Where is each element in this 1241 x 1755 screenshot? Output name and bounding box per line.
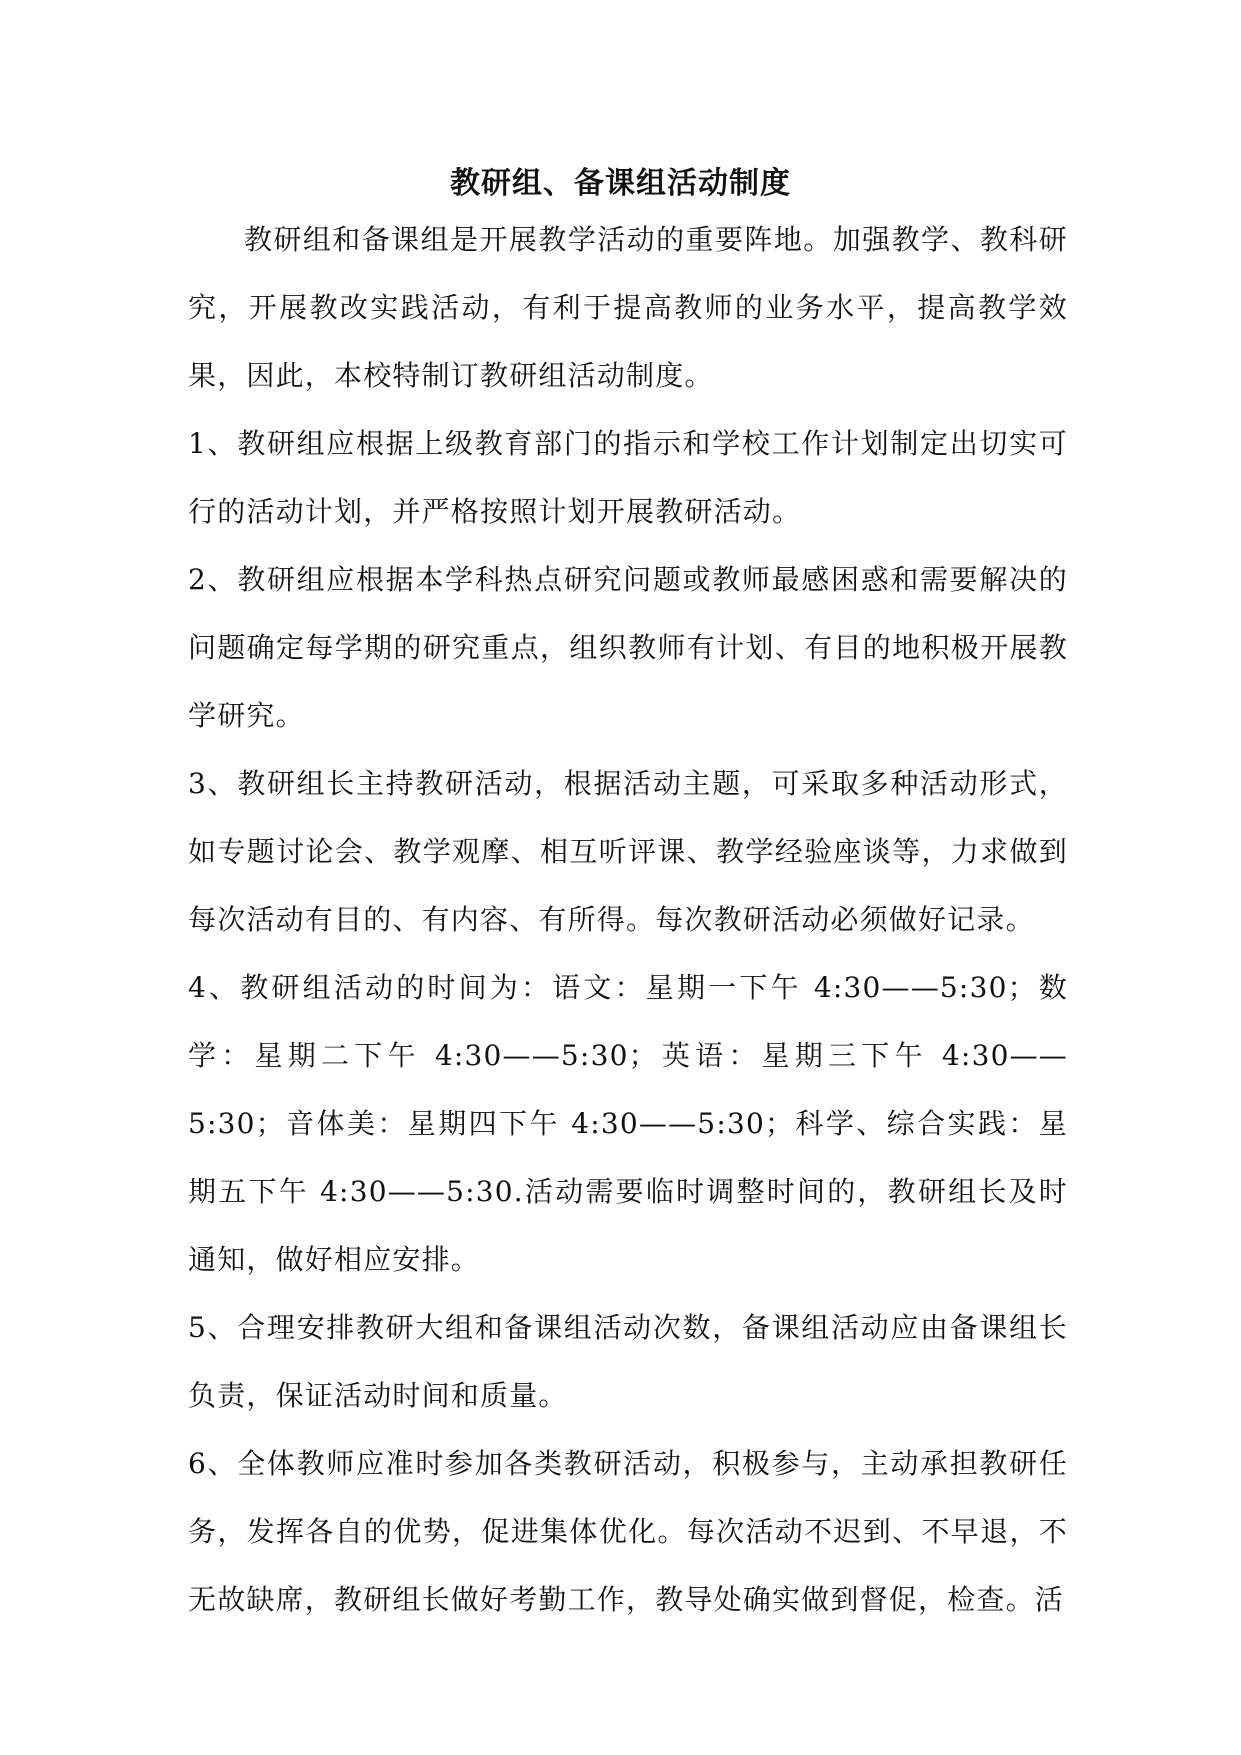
document-body xyxy=(188,206,1068,1634)
rule-item-5: 5、合理安排教研大组和备课组活动次数，备课组活动应由备课组长负责，保证活动时间和质量。 xyxy=(188,1311,1068,1412)
rule-item-1: 1、教研组应根据上级教育部门的指示和学校工作计划制定出切实可行的活动计划，并严格按照计划开展教研活动。 xyxy=(188,427,1068,528)
rule-item-2: 2、教研组应根据本学科热点研究问题或教师最感困惑和需要解决的问题确定每学期的研究重点，组织教师有计划、有目的地积极开展教学研究。 xyxy=(188,563,1068,732)
document-title: 教研组、备课组活动制度 xyxy=(450,166,791,201)
rule-item-3: 3、教研组长主持教研活动，根据活动主题，可采取多种活动形式，如专题讨论会、教学观摩、相互听评课、教学经验座谈等，力求做到每次活动有目的、有内容、有所得。每次教研活动必须做好记录。 xyxy=(188,767,1068,936)
intro-paragraph: 教研组和备课组是开展教学活动的重要阵地。加强教学、教科研究，开展教改实践活动，有利于提高教师的业务水平，提高教学效果，因此，本校特制订教研组活动制度。 xyxy=(188,223,1068,392)
rule-item-4: 4、教研组活动的时间为：语文：星期一下午 4:30——5:30；数学：星期二下午 4:30——5:30；英语：星期三下午 4:30——5:30；音体美：星期四下午 4:30——5:30；科学、综合实践：星期五下午 4:30——5:30.活动需要临时调整时间的，教研组长及时通知，做好相应安排。 xyxy=(188,971,1068,1276)
rule-item-6: 6、全体教师应准时参加各类教研活动，积极参与，主动承担教研任务，发挥各自的优势，促进集体优化。每次活动不迟到、不早退，不无故缺席，教研组长做好考勤工作，教导处确实做到督促，检查。活 xyxy=(188,1447,1068,1616)
